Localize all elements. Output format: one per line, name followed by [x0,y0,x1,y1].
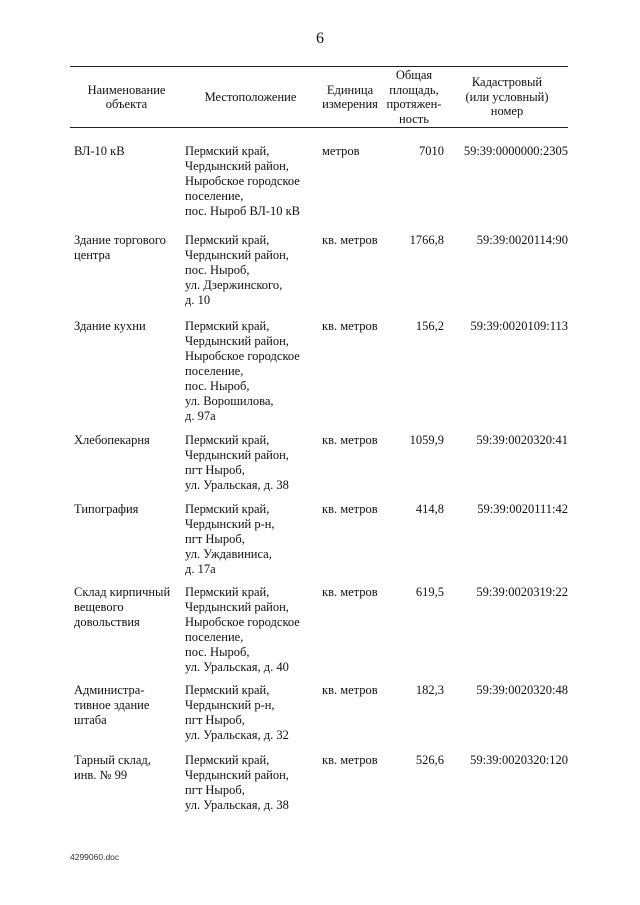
table-body [70,128,568,815]
cell-unit: метров [322,144,360,158]
cell-area: 7010 [419,144,444,158]
table-row [70,144,568,233]
cell-cadastral: 59:39:0020320:48 [476,683,568,697]
table-row [70,502,568,585]
cell-cadastral: 59:39:0020114:90 [476,233,568,247]
header-unit: Единица измерения [322,82,378,111]
cell-location: Пермский край, Чердынский р-н, пгт Ныроб, ул. Уральская, д. 32 [185,683,289,742]
cell-unit: кв. метров [322,502,378,516]
cell-unit: кв. метров [322,433,378,447]
cell-cadastral: 59:39:0000000:2305 [463,144,568,158]
cell-name: Администра- тивное здание штаба [74,683,150,727]
cell-location: Пермский край, Чердынский район, пгт Ныроб, ул. Уральская, д. 38 [185,433,289,492]
header-location: Местоположение [204,89,297,104]
cell-area: 1766,8 [409,233,444,247]
cell-area: 1059,9 [409,433,444,447]
table-row [70,319,568,433]
cell-unit: кв. метров [322,319,378,333]
cell-name: Хлебопекарня [74,433,150,447]
cell-name: Типография [74,502,139,516]
table-row [70,683,568,753]
cell-location: Пермский край, Чердынский район, Ныробское городское поселение, пос. Ныроб, ул. Ворошилова, д. 97а [185,319,300,423]
cell-area: 182,3 [415,683,444,697]
cell-name: ВЛ-10 кВ [74,144,125,158]
page-number: 6 [316,30,324,47]
table-header [70,67,568,128]
cell-area: 526,6 [415,753,444,767]
cell-location: Пермский край, Чердынский район, Ныробское городское поселение, пос. Ныроб, ул. Уральская, д. 40 [185,585,300,674]
cell-name: Тарный склад, инв. № 99 [74,753,151,782]
property-table [70,66,568,815]
cell-location: Пермский край, Чердынский район, пос. Ныроб, ул. Дзержинского, д. 10 [185,233,289,307]
header-area: Общая площадь, протяжен- ность [386,68,442,126]
table-row [70,233,568,319]
cell-unit: кв. метров [322,753,378,767]
cell-unit: кв. метров [322,585,378,599]
cell-unit: кв. метров [322,233,378,247]
cell-area: 414,8 [415,502,444,516]
table-row [70,433,568,502]
cell-cadastral: 59:39:0020319:22 [476,585,568,599]
table-row [70,753,568,815]
header-name: Наименование объекта [87,82,166,111]
cell-location: Пермский край, Чердынский р-н, пгт Ныроб, ул. Уждавиниса, д. 17а [185,502,275,576]
cell-area: 156,2 [415,319,444,333]
cell-location: Пермский край, Чердынский район, пгт Ныроб, ул. Уральская, д. 38 [185,753,289,812]
cell-area: 619,5 [415,585,444,599]
cell-cadastral: 59:39:0020111:42 [477,502,568,516]
cell-unit: кв. метров [322,683,378,697]
cell-cadastral: 59:39:0020320:41 [476,433,568,447]
header-cadastral: Кадастровый (или условный) номер [465,75,549,119]
cell-cadastral: 59:39:0020109:113 [470,319,568,333]
cell-name: Здание кухни [74,319,146,333]
table-row [70,585,568,683]
cell-name: Здание торгового центра [74,233,166,262]
cell-name: Склад кирпичный вещевого довольствия [74,585,171,629]
document-filename: 4299060.doc [70,852,120,862]
cell-location: Пермский край, Чердынский район, Ныробское городское поселение, пос. Ныроб ВЛ-10 кВ [185,144,300,218]
cell-cadastral: 59:39:0020320:120 [470,753,568,767]
